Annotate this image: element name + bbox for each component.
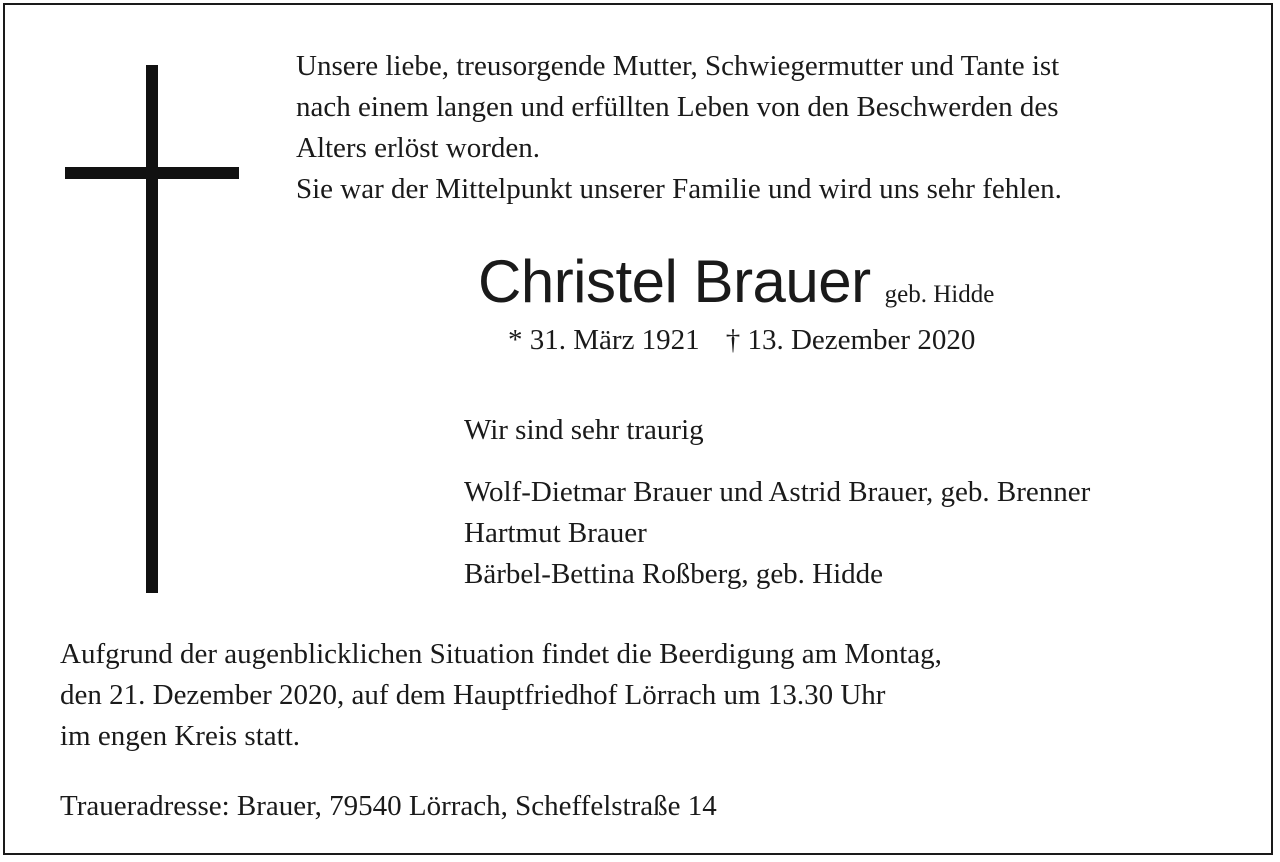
mourner-name: Hartmut Brauer xyxy=(464,517,647,549)
mourning-address: Traueradresse: Brauer, 79540 Lörrach, Scheffelstraße 14 xyxy=(60,790,717,822)
cross-icon xyxy=(146,65,158,593)
mourners-list xyxy=(464,472,1090,595)
mourner-name: Bärbel-Bettina Roßberg, geb. Hidde xyxy=(464,558,884,590)
mourning-statement: Wir sind sehr traurig xyxy=(464,414,704,446)
intro-line: Alters erlöst worden. xyxy=(296,132,541,164)
mourner-name: Wolf-Dietmar Brauer und Astrid Brauer, geb. Brenner xyxy=(464,476,1091,508)
birth-date: * 31. März 1921 xyxy=(508,324,700,356)
funeral-line: im engen Kreis statt. xyxy=(60,720,301,752)
intro-line: nach einem langen und erfüllten Leben von den Beschwerden des xyxy=(296,91,1059,123)
deceased-name: Christel Brauer xyxy=(478,248,871,315)
intro-line: Sie war der Mittelpunkt unserer Familie und wird uns sehr fehlen. xyxy=(296,173,1062,205)
intro-line: Unsere liebe, treusorgende Mutter, Schwiegermutter und Tante ist xyxy=(296,50,1060,82)
funeral-line: den 21. Dezember 2020, auf dem Hauptfriedhof Lörrach um 13.30 Uhr xyxy=(60,679,886,711)
life-dates xyxy=(508,320,975,360)
deceased-name-line xyxy=(478,246,994,318)
maiden-name: geb. Hidde xyxy=(884,281,995,308)
funeral-info xyxy=(60,634,942,757)
death-date: † 13. Dezember 2020 xyxy=(725,324,976,356)
intro-text xyxy=(296,46,1256,210)
funeral-line: Aufgrund der augenblicklichen Situation findet die Beerdigung am Montag, xyxy=(60,638,942,670)
cross-icon-bar xyxy=(65,167,239,179)
